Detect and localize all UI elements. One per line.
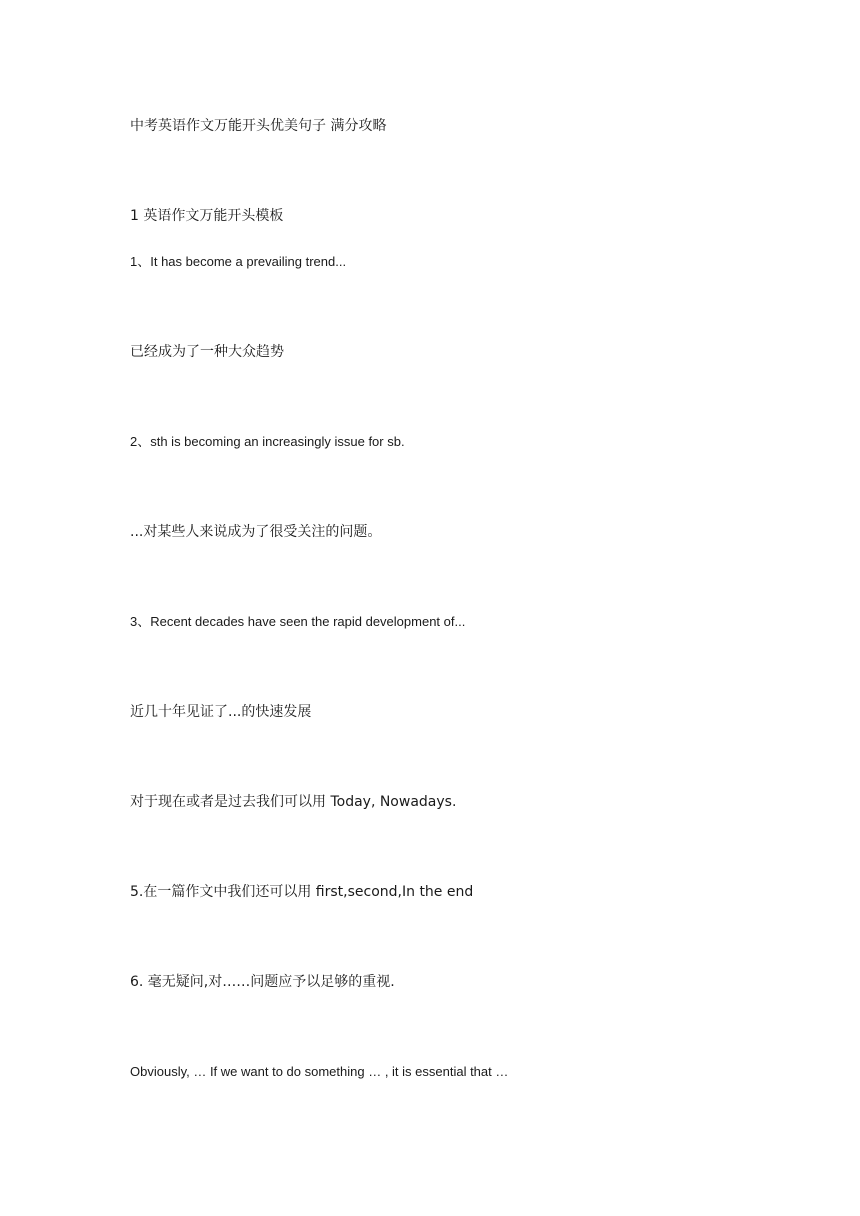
section-heading: 1 英语作文万能开头模板 xyxy=(130,208,284,224)
phrase-2-chinese: ...对某些人来说成为了很受关注的问题。 xyxy=(130,524,382,540)
phrase-3-english: 3、Recent decades have seen the rapid development of... xyxy=(130,614,466,629)
phrase-4-note: 对于现在或者是过去我们可以用 Today, Nowadays. xyxy=(130,794,457,810)
phrase-6-english: Obviously, … If we want to do something … , it is essential that … xyxy=(130,1064,509,1079)
phrase-1-english: 1、It has become a prevailing trend... xyxy=(130,254,347,269)
phrase-5-note: 5.在一篇作文中我们还可以用 first,second,In the end xyxy=(130,884,474,900)
phrase-1-chinese: 已经成为了一种大众趋势 xyxy=(130,344,284,360)
document-title: 中考英语作文万能开头优美句子 满分攻略 xyxy=(130,118,387,134)
phrase-6-chinese: 6. 毫无疑问,对……问题应予以足够的重视. xyxy=(130,974,395,990)
phrase-2-english: 2、sth is becoming an increasingly issue for sb. xyxy=(130,434,405,449)
phrase-3-chinese: 近几十年见证了...的快速发展 xyxy=(130,704,312,720)
